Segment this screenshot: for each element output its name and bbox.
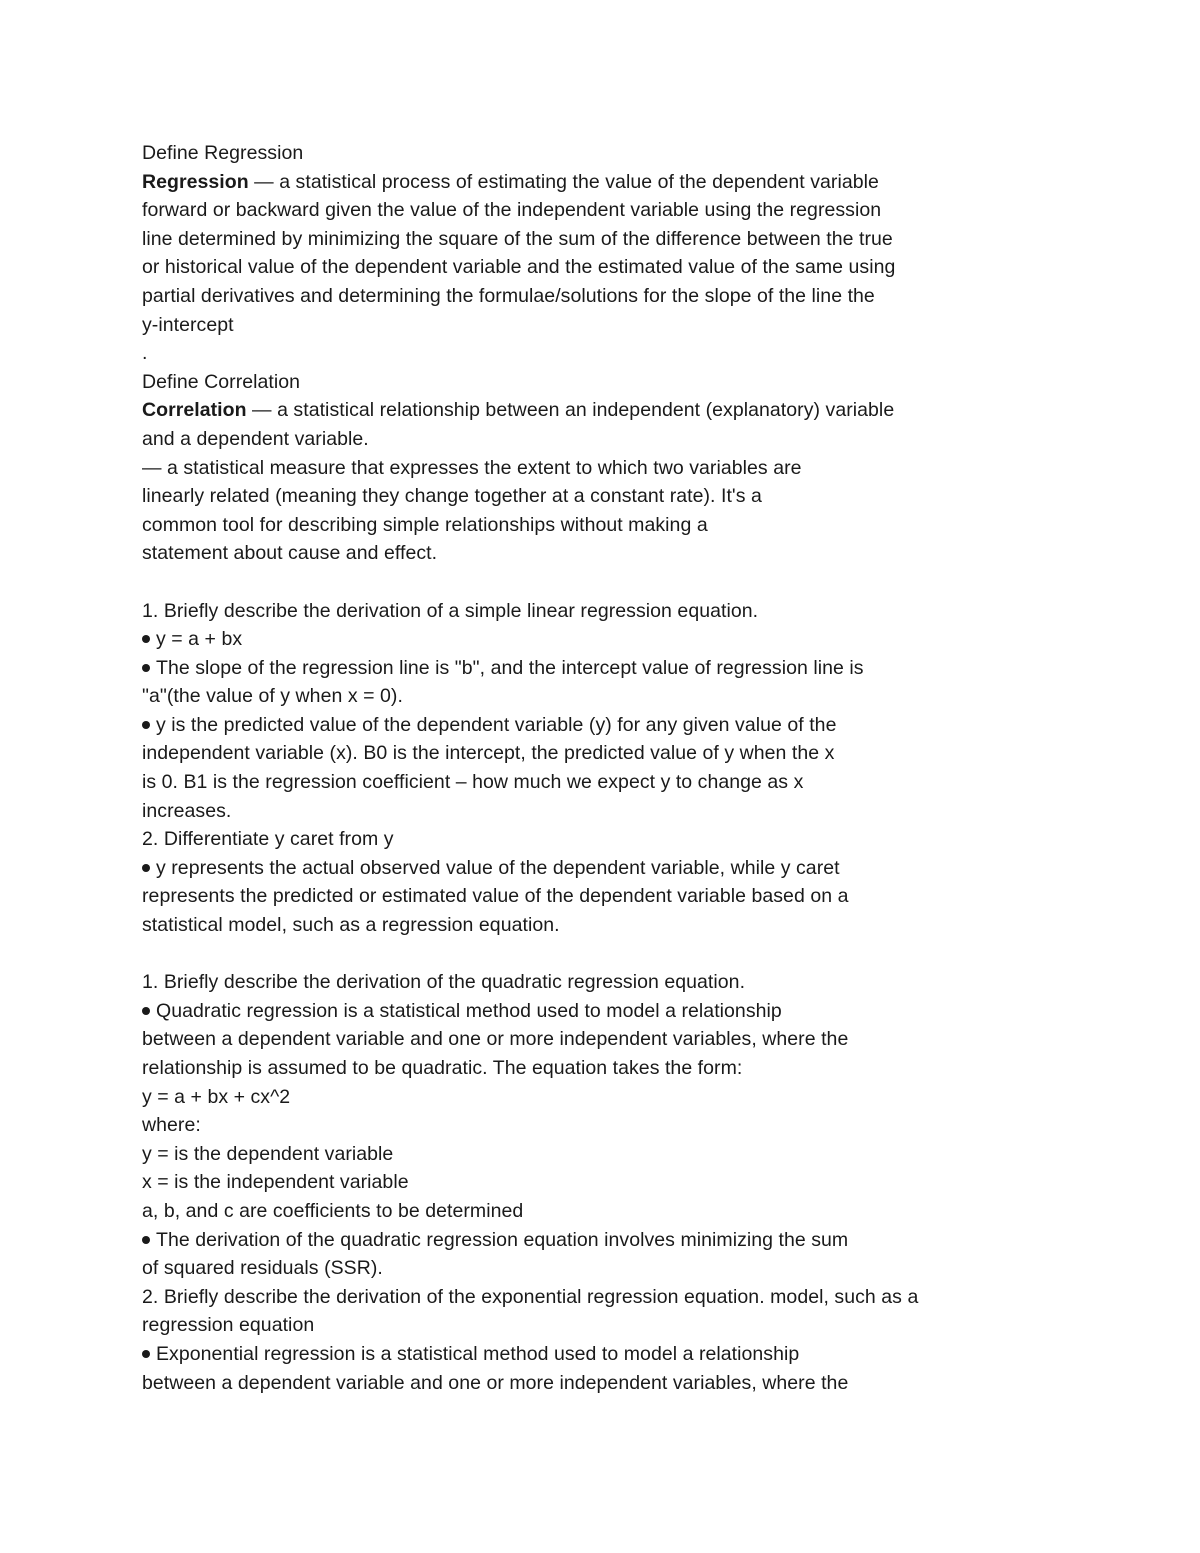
regression-definition-line: y-intercept: [142, 313, 234, 336]
bullet-continuation: of squared residuals (SSR).: [142, 1257, 383, 1280]
correlation-definition-line: common tool for describing simple relationships without making a: [142, 513, 708, 536]
bullet-text: The slope of the regression line is "b", and the intercept value of regression line is: [156, 656, 864, 679]
bullet-item: [142, 1226, 1042, 1255]
correlation-definition-line: linearly related (meaning they change together at a constant rate). It's a: [142, 485, 762, 508]
bullet-icon: [142, 721, 150, 729]
bullet-icon: [142, 864, 150, 872]
bullet-continuation: relationship is assumed to be quadratic. The equation takes the form:: [142, 1057, 743, 1079]
regression-definition-line: line determined by minimizing the square of the sum of the difference between the true: [142, 227, 893, 250]
bullet-item: [142, 625, 1042, 654]
spacer: [142, 940, 1042, 969]
correlation-definition-line: [142, 396, 1042, 425]
linear-question-2: 2. Differentiate y caret from y: [142, 828, 394, 851]
correlation-definition-line: and a dependent variable.: [142, 427, 369, 450]
bullet-text: Quadratic regression is a statistical method used to model a relationship: [156, 999, 782, 1022]
definition-coefficients: a, b, and c are coefficients to be determined: [142, 1199, 524, 1222]
correlation-definition-line: statement about cause and effect.: [142, 542, 438, 565]
bullet-icon: [142, 635, 150, 643]
quadratic-equation: y = a + bx + cx^2: [142, 1085, 291, 1108]
bullet-text: y is the predicted value of the dependent variable (y) for any given value of the: [156, 713, 837, 736]
bullet-item: [142, 654, 1042, 683]
regression-definition-line: forward or backward given the value of the independent variable using the regression: [142, 199, 882, 222]
linear-question-1: 1. Briefly describe the derivation of a simple linear regression equation.: [142, 599, 759, 622]
document-page: [142, 139, 1042, 1397]
where-label: where:: [142, 1114, 201, 1137]
correlation-heading: Define Correlation: [142, 370, 301, 393]
regression-definition-line: [142, 168, 1042, 197]
bullet-icon: [142, 1350, 150, 1358]
bullet-text: y represents the actual observed value of the dependent variable, while y caret: [156, 856, 840, 879]
bullet-item: [142, 997, 1042, 1026]
regression-term: Regression: [142, 170, 249, 193]
bullet-text: Exponential regression is a statistical method used to model a relationship: [156, 1342, 800, 1365]
exponential-question-2: 2. Briefly describe the derivation of the exponential regression equation. model, such as a: [142, 1285, 919, 1308]
correlation-term: Correlation: [142, 399, 247, 422]
quadratic-question-1: 1. Briefly describe the derivation of the quadratic regression equation.: [142, 971, 746, 994]
bullet-text: The derivation of the quadratic regression equation involves minimizing the sum: [156, 1228, 849, 1251]
spacer: [142, 568, 1042, 597]
bullet-item: [142, 1340, 1042, 1369]
bullet-continuation: represents the predicted or estimated value of the dependent variable based on a: [142, 885, 849, 908]
correlation-definition-line: — a statistical measure that expresses the extent to which two variables are: [142, 456, 802, 479]
bullet-continuation: statistical model, such as a regression equation.: [142, 914, 560, 937]
bullet-icon: [142, 1007, 150, 1015]
bullet-continuation: independent variable (x). B0 is the intercept, the predicted value of y when the x: [142, 742, 835, 765]
definition-x: x = is the independent variable: [142, 1171, 409, 1194]
regression-definition-line: partial derivatives and determining the formulae/solutions for the slope of the line the: [142, 284, 875, 307]
bullet-continuation: increases.: [142, 799, 232, 822]
definition-y: y = is the dependent variable: [142, 1142, 394, 1165]
bullet-item: [142, 711, 1042, 740]
bullet-continuation: between a dependent variable and one or more independent variables, where the: [142, 1371, 849, 1394]
bullet-continuation: is 0. B1 is the regression coefficient – how much we expect y to change as x: [142, 771, 804, 794]
regression-definition-line: or historical value of the dependent variable and the estimated value of the same using: [142, 256, 896, 279]
bullet-icon: [142, 664, 150, 672]
bullet-continuation: between a dependent variable and one or more independent variables, where the: [142, 1028, 849, 1051]
regression-definition-text: — a statistical process of estimating the value of the dependent variable: [248, 170, 879, 193]
bullet-icon: [142, 1236, 150, 1244]
bullet-item: [142, 854, 1042, 883]
bullet-text: y = a + bx: [156, 628, 243, 651]
regression-heading: Define Regression: [142, 142, 304, 164]
exponential-question-2-continuation: regression equation: [142, 1314, 315, 1337]
bullet-continuation: "a"(the value of y when x = 0).: [142, 685, 403, 708]
correlation-definition-text: — a statistical relationship between an independent (explanatory) variable: [246, 399, 895, 422]
regression-definition-period: .: [142, 342, 148, 365]
